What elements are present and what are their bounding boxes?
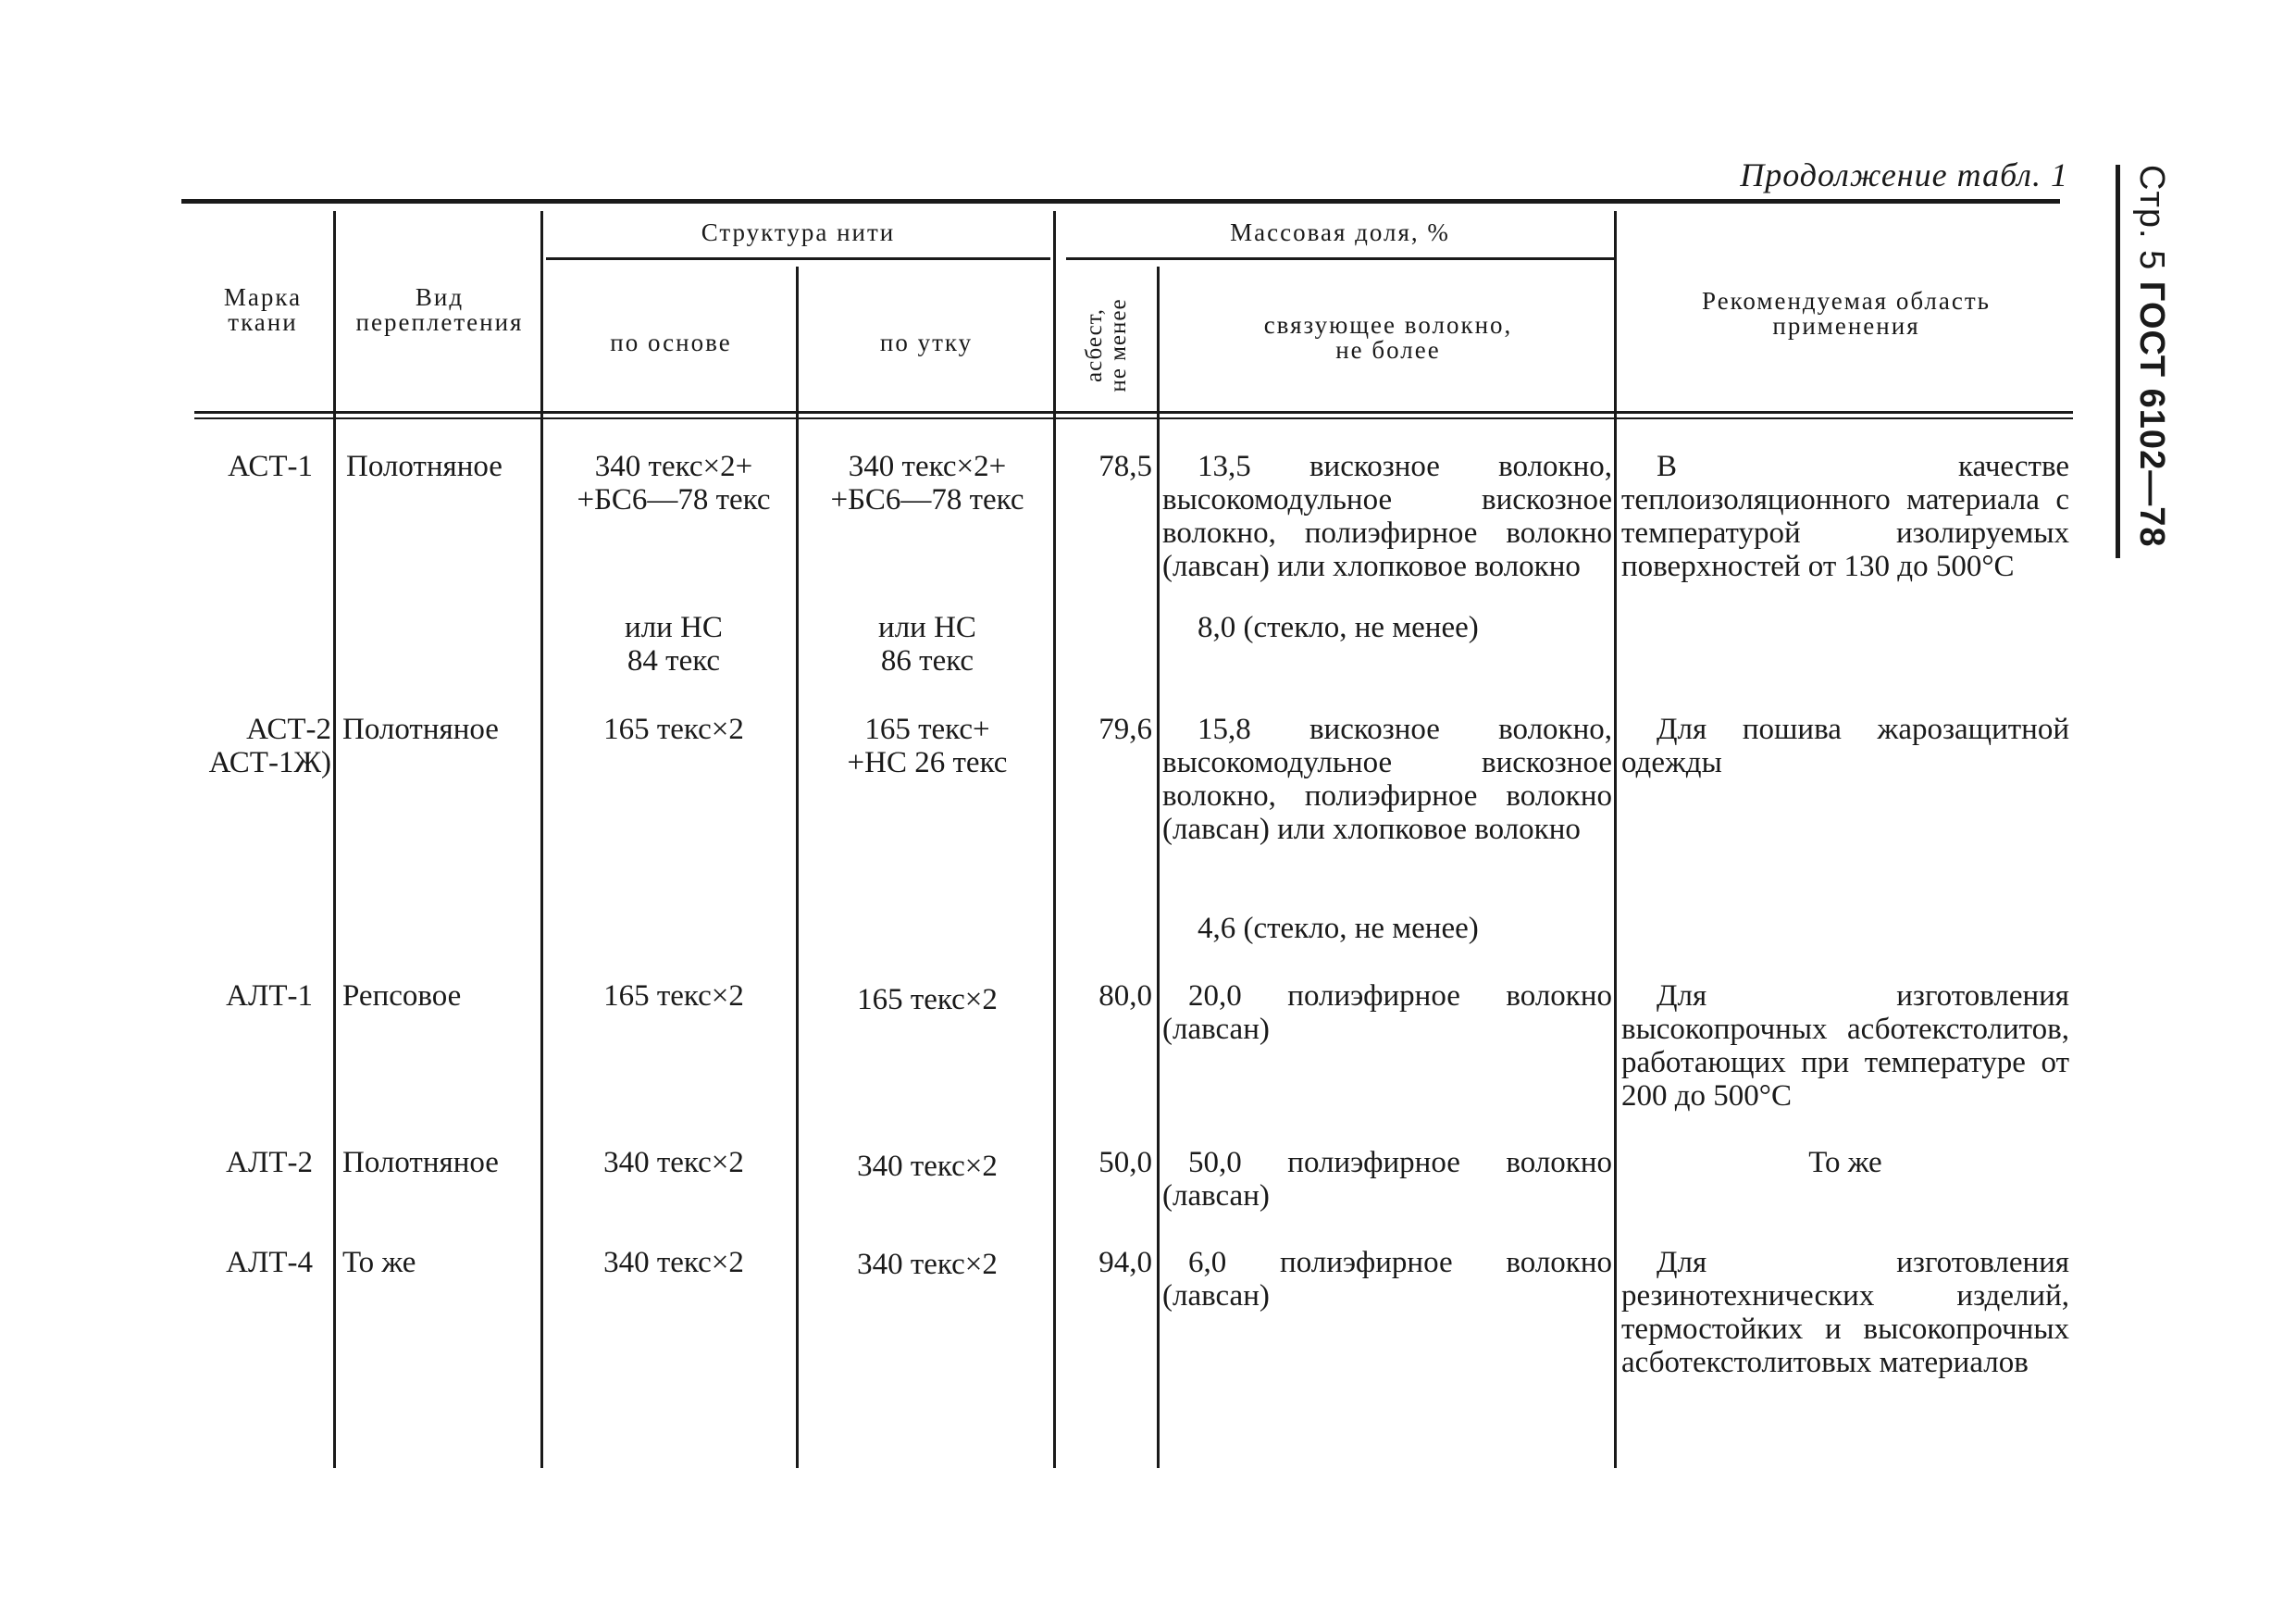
row-5-warp: 340 текс×2 xyxy=(603,1246,744,1279)
row-1-warp: 340 текс×2+ +БС6—78 текс xyxy=(577,450,771,517)
row-3-asbestos: 80,0 xyxy=(1098,979,1152,1013)
header-asbestos: асбест, не менее xyxy=(1082,298,1131,392)
row-4-weave: Полотняное xyxy=(342,1146,499,1179)
side-rule xyxy=(2116,165,2120,558)
header-weft: по утку xyxy=(879,329,974,356)
row-5-asbestos: 94,0 xyxy=(1098,1246,1152,1279)
row-4-binder: 50,0 полиэфирное волокно (лавсан) xyxy=(1162,1146,1612,1213)
row-4-asbestos: 50,0 xyxy=(1098,1146,1152,1179)
col-divider-4 xyxy=(1053,211,1056,1468)
col-divider-5 xyxy=(1157,267,1160,1468)
row-2-grade: АСТ-2 АСТ-1Ж) xyxy=(208,713,331,779)
row-2-weave: Полотняное xyxy=(342,713,499,746)
row-5-binder: 6,0 полиэфирное волокно (лавсан) xyxy=(1162,1246,1612,1313)
row-5-weave: То же xyxy=(342,1246,416,1279)
header-warp: по основе xyxy=(610,329,732,356)
row-3-application: Для изготовления высокопрочных асботекстолитов, работающих при температуре от 200 до 500°С xyxy=(1621,979,2069,1113)
row-1-asbestos: 78,5 xyxy=(1098,450,1152,483)
row-1-grade: АСТ-1 xyxy=(228,450,313,483)
row-2-warp: 165 текс×2 xyxy=(603,713,744,746)
table-top-rule xyxy=(181,199,2060,204)
row-1-binder: 13,5 вискозное волокно, высокомодульное вискозное волокно, полиэфирное волокно (лавсан) или хлопковое волокно xyxy=(1162,450,1612,583)
row-3-binder: 20,0 полиэфирное волокно (лавсан) xyxy=(1162,979,1612,1046)
row-2-application: Для пошива жарозащитной одежды xyxy=(1621,713,2069,779)
row-1-weft-alt: или НС 86 текс xyxy=(878,611,976,678)
row-5-grade: АЛТ-4 xyxy=(226,1246,313,1279)
yarn-group-rule xyxy=(546,257,1050,260)
row-2-weft: 165 текс+ +НС 26 текс xyxy=(847,713,1008,779)
row-3-weave: Репсовое xyxy=(342,979,462,1013)
header-yarn-structure: Структура нити xyxy=(701,218,896,246)
col-divider-2 xyxy=(540,211,543,1468)
row-1-weave: Полотняное xyxy=(346,450,503,483)
row-2-asbestos: 79,6 xyxy=(1098,713,1152,746)
row-5-weft: 340 текс×2 xyxy=(857,1248,998,1281)
row-1-warp-alt: или НС 84 текс xyxy=(625,611,723,678)
mass-group-rule xyxy=(1066,257,1614,260)
header-bottom-rule-2 xyxy=(194,417,2073,419)
header-binder-fiber: связующее волокно, не более xyxy=(1263,311,1513,364)
row-1-weft: 340 текс×2+ +БС6—78 текс xyxy=(830,450,1024,517)
row-3-weft: 165 текс×2 xyxy=(857,983,998,1016)
page-number: Стр. 5 xyxy=(2132,165,2171,271)
row-4-grade: АЛТ-2 xyxy=(226,1146,313,1179)
header-weave: Вид переплетения xyxy=(355,283,524,336)
header-mass-fraction: Массовая доля, % xyxy=(1230,218,1450,246)
header-grade: Марка ткани xyxy=(223,283,303,336)
row-4-weft: 340 текс×2 xyxy=(857,1150,998,1183)
standard-number: ГОСТ 6102—78 xyxy=(2132,280,2171,548)
row-4-application: То же xyxy=(1808,1146,1882,1179)
col-divider-1 xyxy=(333,211,336,1468)
header-application: Рекомендуемая область применения xyxy=(1702,287,1991,340)
table-continuation-caption: Продолжение табл. 1 xyxy=(1740,156,2068,193)
header-bottom-rule xyxy=(194,411,2073,414)
row-2-binder-extra: 4,6 (стекло, не менее) xyxy=(1198,912,1479,945)
row-1-binder-extra: 8,0 (стекло, не менее) xyxy=(1198,611,1479,644)
row-5-application: Для изготовления резинотехнических изделий, термостойких и высокопрочных асботекстолитовых материалов xyxy=(1621,1246,2069,1379)
row-1-application: В качестве теплоизоляционного материала с температурой изолируемых поверхностей от 130 до 500°С xyxy=(1621,450,2069,583)
row-4-warp: 340 текс×2 xyxy=(603,1146,744,1179)
row-3-grade: АЛТ-1 xyxy=(226,979,313,1013)
row-3-warp: 165 текс×2 xyxy=(603,979,744,1013)
col-divider-3 xyxy=(796,267,799,1468)
col-divider-6 xyxy=(1614,211,1617,1468)
row-2-binder: 15,8 вискозное волокно, высокомодульное вискозное волокно, полиэфирное волокно (лавсан) или хлопковое волокно xyxy=(1162,713,1612,846)
page-standard-label xyxy=(2131,165,2171,547)
